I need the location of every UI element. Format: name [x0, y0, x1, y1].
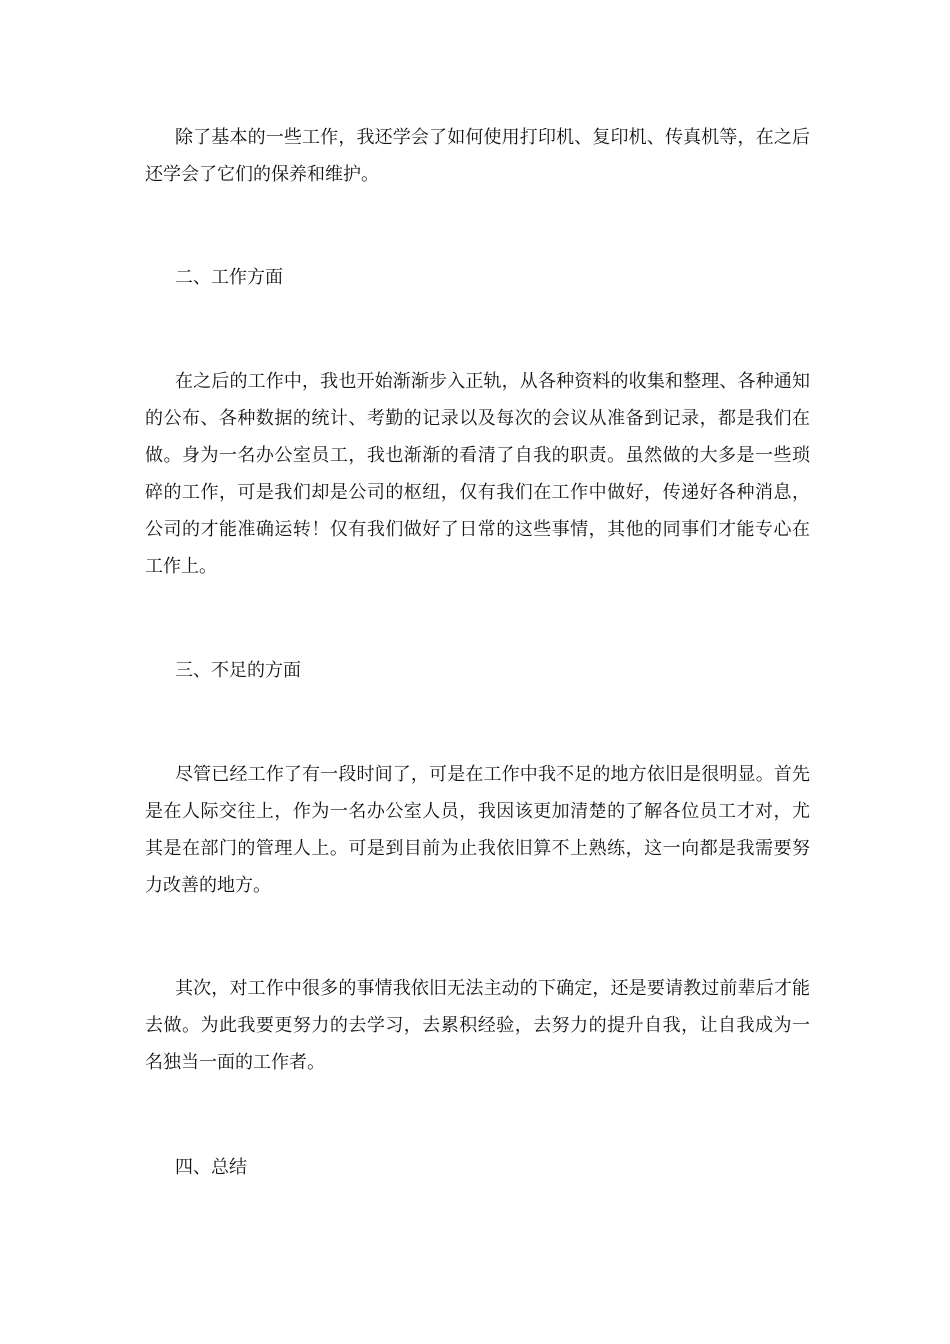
section-heading-summary: 四、总结	[175, 1157, 247, 1178]
paragraph-work-duties: 在之后的工作中，我也开始渐渐步入正轨，从各种资料的收集和整理、各种通知的公布、各种数据的统计、考勤的记录以及每次的会议从准备到记录，都是我们在做。身为一名办公室员工，我也渐渐的看清了自我的职责。虽然做的大多是一些琐碎的工作，可是我们却是公司的枢纽，仅有我们在工作中做好，传递好各种消息，公司的才能准确运转！仅有我们做好了日常的这些事情，其他的同事们才能专心在工作上。	[145, 371, 810, 577]
paragraph-equipment-skills: 除了基本的一些工作，我还学会了如何使用打印机、复印机、传真机等，在之后还学会了它们的保养和维护。	[145, 127, 810, 185]
section-heading-shortcomings: 三、不足的方面	[175, 660, 301, 681]
section-heading-work: 二、工作方面	[175, 267, 283, 288]
paragraph-shortcomings-communication: 尽管已经工作了有一段时间了，可是在工作中我不足的地方依旧是很明显。首先是在人际交往上，作为一名办公室人员，我因该更加清楚的了解各位员工才对，尤其是在部门的管理人上。可是到目前为止我依旧算不上熟练，这一向都是我需要努力改善的地方。	[145, 764, 810, 896]
paragraph-shortcomings-initiative: 其次，对工作中很多的事情我依旧无法主动的下确定，还是要请教过前辈后才能去做。为此我要更努力的去学习，去累积经验，去努力的提升自我，让自我成为一名独当一面的工作者。	[145, 978, 810, 1073]
